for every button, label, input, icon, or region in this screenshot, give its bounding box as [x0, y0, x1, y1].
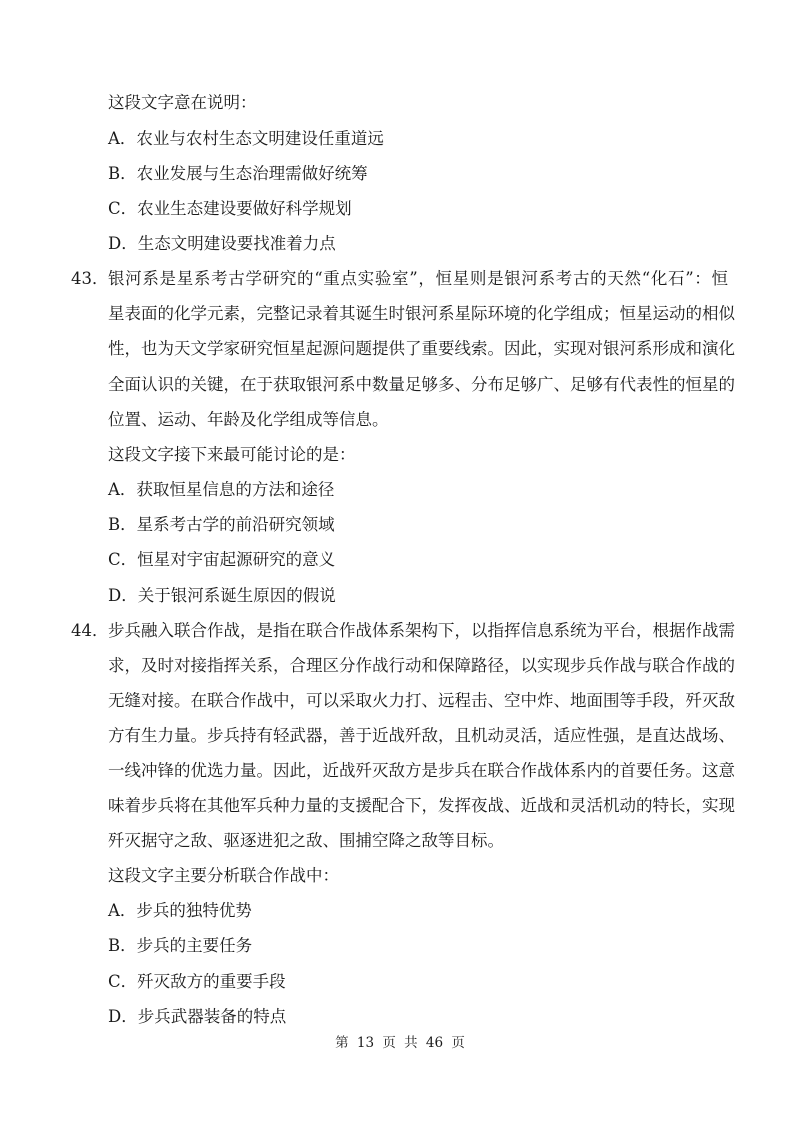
- option-d: D．生态文明建设要找准着力点: [108, 234, 336, 253]
- question-stem-line: 位置、运动、年龄及化学组成等信息。: [108, 410, 389, 429]
- question-stem-line: 银河系是星系考古学研究的“重点实验室”，恒星则是银河系考古的天然“化石”：恒: [108, 269, 728, 288]
- question-stem-line: 味着步兵将在其他军兵种力量的支援配合下，发挥夜战、近战和灵活机动的特长，实现: [108, 796, 735, 815]
- question-stem-line: 全面认识的关键，在于获取银河系中数量足够多、分布足够广、足够有代表性的恒星的: [108, 375, 735, 394]
- question-prompt: 这段文字主要分析联合作战中：: [108, 866, 339, 885]
- question-stem-line: 一线冲锋的优选力量。因此，近战歼灭敌方是步兵在联合作战体系内的首要任务。这意: [108, 761, 735, 780]
- question-stem-line: 方有生力量。步兵持有轻武器，善于近战歼敌，且机动灵活，适应性强，是直达战场、: [108, 726, 735, 745]
- question-stem-line: 求，及时对接指挥关系，合理区分作战行动和保障路径，以实现步兵作战与联合作战的: [108, 656, 735, 675]
- option-b: B．步兵的主要任务: [108, 936, 253, 955]
- question-number: 43．: [71, 269, 109, 288]
- option-a: A．获取恒星信息的方法和途径: [108, 480, 335, 499]
- option-c: C．农业生态建设要做好科学规划: [108, 199, 352, 218]
- question-stem-line: 歼灭据守之敌、驱逐进犯之敌、围捕空降之敌等目标。: [108, 831, 504, 850]
- question-stem-line: 步兵融入联合作战，是指在联合作战体系架构下，以指挥信息系统为平台，根据作战需: [108, 621, 735, 640]
- question-stem-line: 星表面的化学元素，完整记录着其诞生时银河系星际环境的化学组成；恒星运动的相似: [108, 304, 735, 323]
- question-stem-line: 性，也为天文学家研究恒星起源问题提供了重要线索。因此，实现对银河系形成和演化: [108, 339, 735, 358]
- option-c: C．歼灭敌方的重要手段: [108, 972, 286, 991]
- page-footer: 第 13 页 共 46 页: [335, 1035, 465, 1051]
- question-prompt: 这段文字意在说明：: [108, 93, 257, 112]
- option-c: C．恒星对宇宙起源研究的意义: [108, 550, 336, 569]
- question-prompt: 这段文字接下来最可能讨论的是：: [108, 445, 356, 464]
- question-number: 44．: [71, 621, 109, 640]
- option-b: B．星系考古学的前沿研究领域: [108, 515, 335, 534]
- question-stem-line: 无缝对接。在联合作战中，可以采取火力打、远程击、空中炸、地面围等手段，歼灭敌: [108, 691, 735, 710]
- option-a: A．农业与农村生态文明建设任重道远: [108, 129, 384, 148]
- option-d: D．关于银河系诞生原因的假说: [108, 586, 336, 605]
- option-d: D．步兵武器装备的特点: [108, 1007, 287, 1026]
- option-a: A．步兵的独特优势: [108, 901, 252, 920]
- option-b: B．农业发展与生态治理需做好统筹: [108, 164, 368, 183]
